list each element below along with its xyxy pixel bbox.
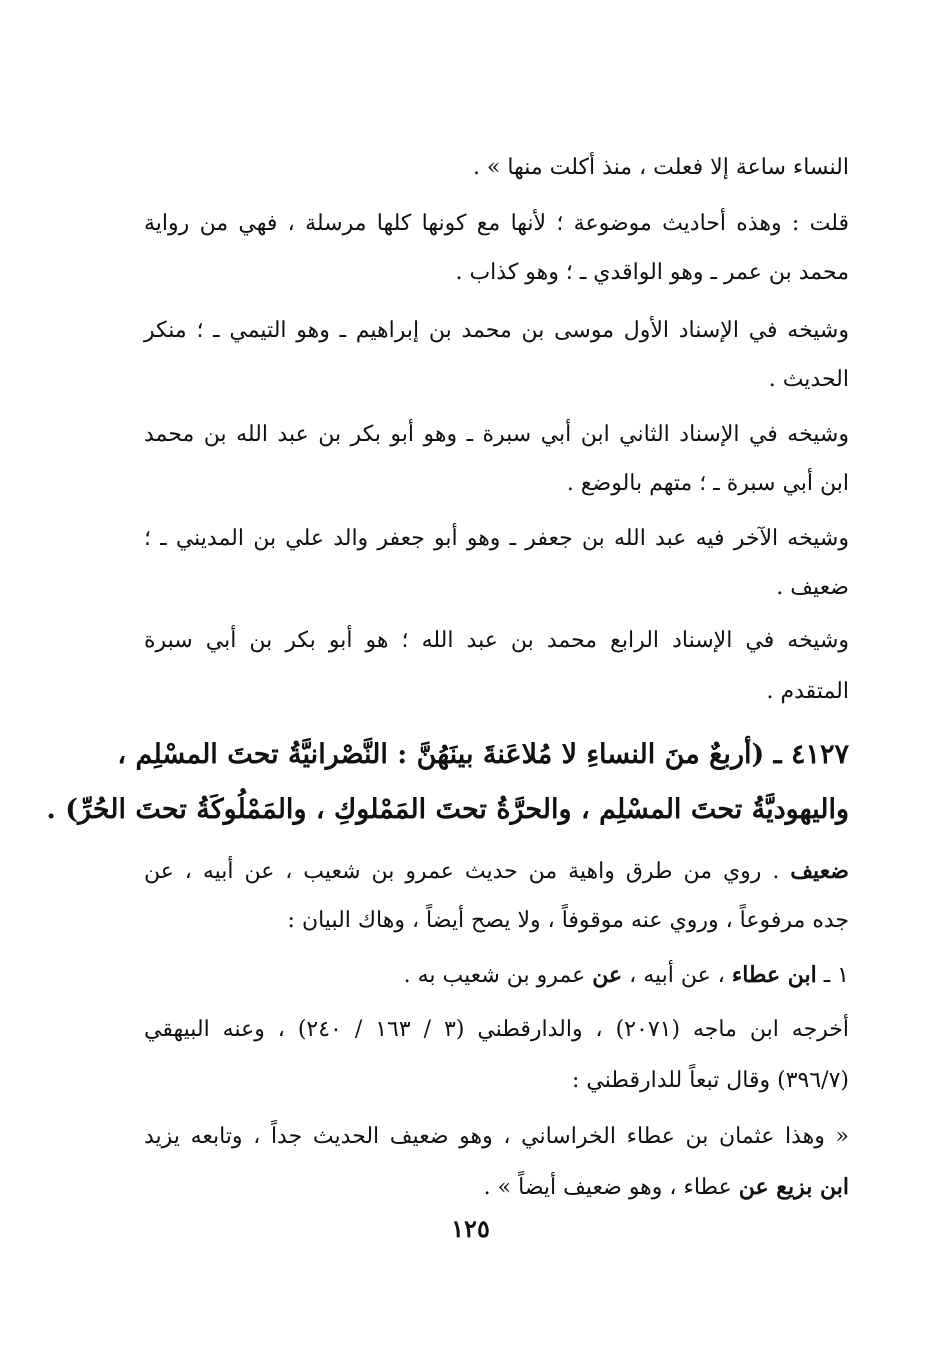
quote-line: [144, 1172, 849, 1203]
text-line: وشيخه الآخر فيه عبد الله بن جعفر ـ وهو أبو جعفر والد علي بن المديني ـ ؛: [144, 526, 849, 551]
text-span: ١ ـ: [816, 963, 849, 988]
text-span: ، عن أبيه ،: [622, 963, 732, 988]
text-line: ابن أبي سبرة ـ ؛ متهم بالوضع .: [566, 471, 849, 496]
chain-line: [144, 960, 849, 991]
grading-line: [144, 856, 849, 887]
text-line: (٣٩٦/٧) وقال تبعاً للدارقطني :: [572, 1068, 849, 1093]
text-line: أخرجه ابن ماجه (٢٠٧١) ، والدارقطني (٣ / ١٦٣ / ٢٤٠) ، وعنه البيهقي: [144, 1017, 850, 1042]
text-span: عمرو بن شعيب به .: [403, 963, 593, 988]
text-line: وشيخه في الإسناد الأول موسى بن محمد بن إبراهيم ـ وهو التيمي ـ ؛ منكر: [144, 318, 849, 343]
text-span-bold: عن: [738, 1174, 769, 1200]
text-line: وشيخه في الإسناد الرابع محمد بن عبد الله ؛ هو أبو بكر بن أبي سبرة: [144, 628, 849, 653]
text-line: محمد بن عمر ـ وهو الواقدي ـ ؛ وهو كذاب .: [455, 260, 849, 285]
text-line: وشيخه في الإسناد الثاني ابن أبي سبرة ـ وهو أبو بكر بن عبد الله بن محمد: [144, 422, 849, 447]
text-span-bold: عن: [592, 962, 623, 988]
hadith-text-line: واليهوديَّةُ تحتَ المسْلِم ، والحرَّةُ تحتَ المَمْلوكِ ، والمَمْلُوكَةُ تحتَ الحُرِّ) .: [46, 794, 849, 825]
text-line: النساء ساعة إلا فعلت ، منذ أكلت منها » .: [472, 155, 849, 180]
narrator-name: ابن بزيع: [768, 1174, 849, 1200]
page-number: ١٢٥: [451, 1214, 490, 1243]
grading-label: ضعيف: [790, 858, 849, 884]
text-span: . روي من طرق واهية من حديث عمرو بن شعيب ، عن أبيه ، عن: [144, 859, 791, 884]
text-line: ضعيف .: [776, 575, 849, 600]
narrator-name: ابن عطاء: [731, 962, 817, 988]
text-span: عطاء ، وهو ضعيف أيضاً » .: [483, 1175, 739, 1200]
hadith-text-line: ٤١٢٧ ـ (أربعٌ منَ النساءِ لا مُلاعَنةَ بينَهُنَّ : النَّصْرانيَّةُ تحتَ المسْلِم ،: [117, 739, 849, 770]
quote-line: « وهذا عثمان بن عطاء الخراساني ، وهو ضعيف الحديث جداً ، وتابعه يزيد: [144, 1124, 849, 1149]
text-line: قلت : وهذه أحاديث موضوعة ؛ لأنها مع كونها كلها مرسلة ، فهي من رواية: [144, 211, 849, 236]
text-line: المتقدم .: [766, 679, 849, 704]
text-line: الحديث .: [768, 367, 849, 392]
text-line: جده مرفوعاً ، وروي عنه موقوفاً ، ولا يصح أيضاً ، وهاك البيان :: [287, 908, 849, 933]
